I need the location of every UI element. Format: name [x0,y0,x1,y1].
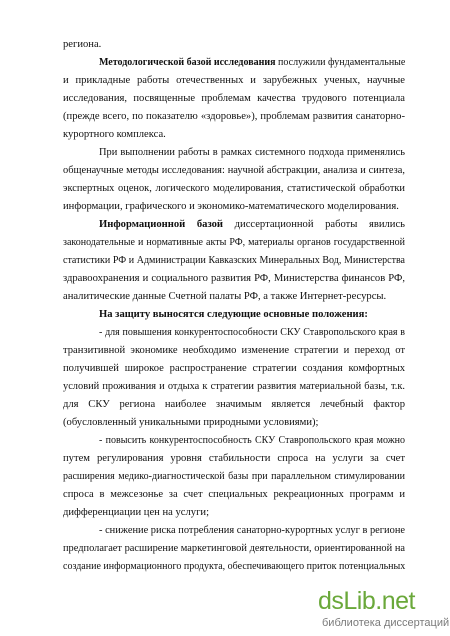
text-line [99,306,405,324]
text-line: общенаучные методы исследования: научной абстракции, анализа и синтеза, [63,165,405,176]
text-line: региона. [63,39,102,50]
text-line: предполагает расширение маркетинговой деятельности, ориентированной на [63,543,405,554]
text-line: При выполнении работы в рамках системного подхода применялись [99,147,405,158]
text-line: исследования, посвященные проблемам качества трудового потенциала [63,93,405,104]
text-line: расширения медико-диагностической базы при параллельном стимулировании [63,471,405,482]
text-line: здравоохранения и социального развития РФ, Министерства финансов РФ, [63,273,405,284]
text-line: получившей широкое распространение стратегии создания комфортных [63,363,405,374]
text-line: и прикладные работы отечественных и зарубежных ученых, научные [63,75,405,86]
text-line: дифференциации цен на услуги; [63,507,210,518]
text-line: курортного комплекса. [63,129,166,140]
bold-term: Информационной базой [99,219,224,230]
text-line: - снижение риска потребления санаторно-курортных услуг в регионе [99,525,405,536]
text-line: аналитические данные Счетной палаты РФ, а также Интернет-ресурсы. [63,291,387,302]
text-line: (прежде всего, по показателю «здоровье»), проблемам развития санаторно- [63,111,405,122]
text-line: - повысить конкурентоспособность СКУ Ставропольского края можно [99,435,405,446]
text-line: путем регулирования уровня стабильности спроса на услуги за счет [63,453,405,464]
bold-heading: На защиту выносятся следующие основные положения: [99,309,368,320]
text-line: информации, графического и экономико-математического моделирования. [63,201,399,212]
text-line: для СКУ региона наиболее значимым является лечебный фактор [63,399,405,410]
text-line: (обусловленный уникальными природными условиями); [63,417,319,428]
text-line: экспертных оценок, логического моделирования, статистической обработки [63,183,405,194]
dslib-logo: dsLib.net [318,587,415,615]
watermark-subtitle: библиотека диссертаций [322,617,450,629]
text-line: законодательные и нормативные акты РФ, материалы органов государственной [63,237,405,248]
text-line: - для повышения конкурентоспособности СКУ Ставропольского края в [99,327,405,338]
text-line: Информационной базой диссертационной работы явились [99,219,406,230]
text-line: условий проживания и отдыха к стратегии развития материальной базы, т.к. [63,381,405,392]
text-line: Методологической базой исследования послужили фундаментальные [99,57,406,68]
dslib-watermark[interactable] [318,587,450,632]
text-line: транзитивной экономике необходимо изменение стратегии и переход от [63,345,405,356]
text-line: создание информационного продукта, обеспечивающего приток потенциальных [63,561,406,572]
bold-term: Методологической базой исследования [99,57,276,68]
text-line: спроса в межсезонье за счет специальных рекреационных программ и [63,489,405,500]
text-line: статистики РФ и Администрации Кавказских Минеральных Вод, Министерства [63,255,405,266]
